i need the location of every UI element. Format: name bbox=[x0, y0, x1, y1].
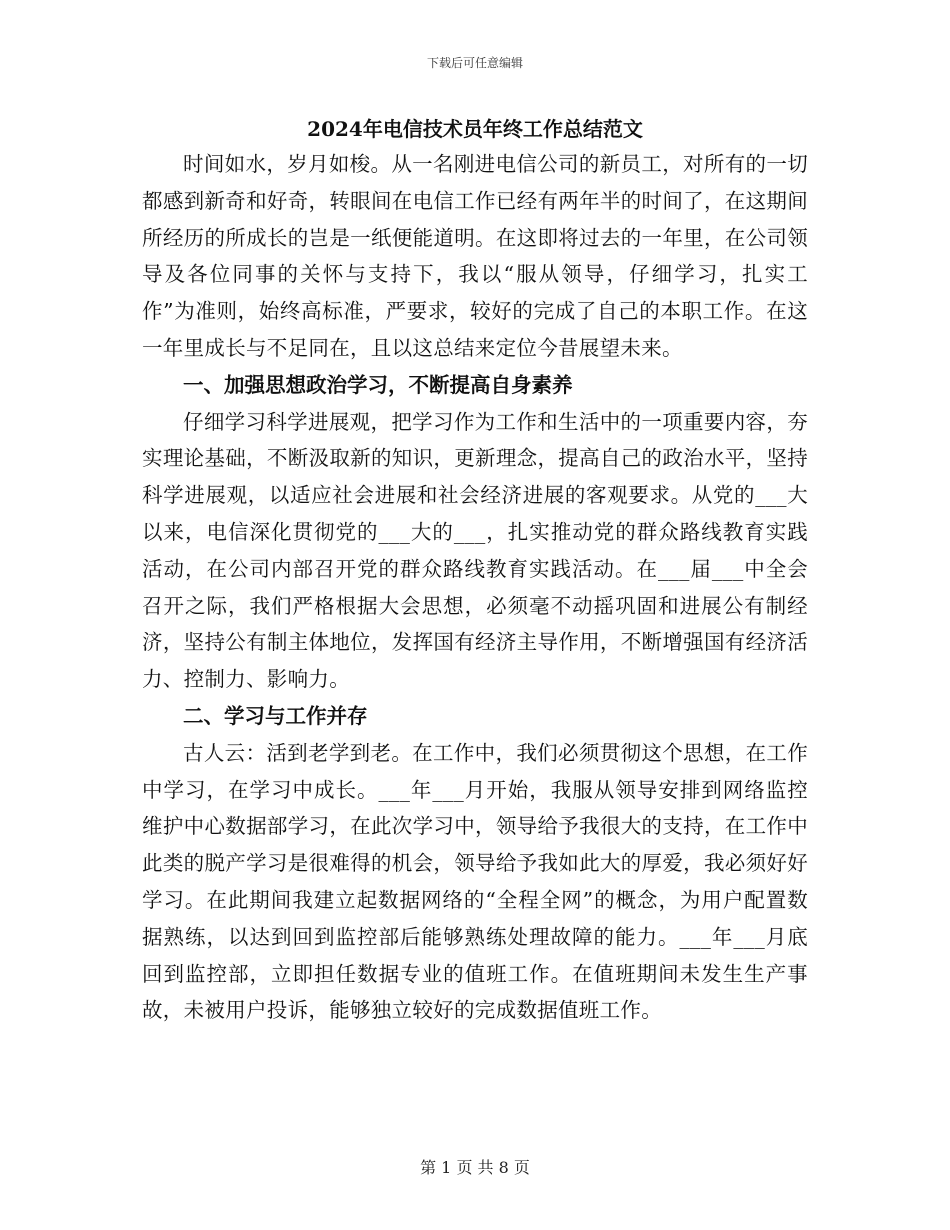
page-indicator: 第 1 页 共 8 页 bbox=[420, 1158, 530, 1177]
intro-paragraph: 时间如水，岁月如梭。从一名刚进电信公司的新员工，对所有的一切都感到新奇和好奇，转眼间在电信工作已经有两年半的时间了，在这期间所经历的所成长的岂是一纸便能道明。在这即将过去的一年里，在公司领导及各位同事的关怀与支持下，我以“服从领导，仔细学习，扎实工作”为准则，始终高标准，严要求，较好的完成了自己的本职工作。在这一年里成长与不足同在，且以这总结来定位今昔展望未来。 bbox=[142, 152, 808, 360]
section-2-paragraph: 古人云：活到老学到老。在工作中，我们必须贯彻这个思想，在工作中学习，在学习中成长。___年___月开始，我服从领导安排到网络监控维护中心数据部学习，在此次学习中，领导给予我很大的支持，在工作中此类的脱产学习是很难得的机会，领导给予我如此大的厚爱，我必须好好学习。在此期间我建立起数据网络的“全程全网”的概念，为用户配置数据熟练，以达到回到监控部后能够熟练处理故障的能力。___年___月底回到监控部，立即担任数据专业的值班工作。在值班期间未发生生产事故，未被用户投诉，能够独立较好的完成数据值班工作。 bbox=[142, 740, 808, 1023]
section-1-heading: 一、加强思想政治学习，不断提高自身素养 bbox=[183, 372, 573, 397]
section-2-heading: 二、学习与工作并存 bbox=[183, 703, 368, 728]
header-note: 下载后可任意编辑 bbox=[426, 56, 523, 70]
section-1-paragraph: 仔细学习科学进展观，把学习作为工作和生活中的一项重要内容，夯实理论基础，不断汲取新的知识，更新理念，提高自己的政治水平，坚持科学进展观，以适应社会进展和社会经济进展的客观要求。从党的___大以来，电信深化贯彻党的___大的___，扎实推动党的群众路线教育实践活动，在公司内部召开党的群众路线教育实践活动。在___届___中全会召开之际，我们严格根据大会思想，必须毫不动摇巩固和进展公有制经济，坚持公有制主体地位，发挥国有经济主导作用，不断增强国有经济活力、控制力、影响力。 bbox=[142, 409, 808, 692]
document-title: 2024年电信技术员年终工作总结范文 bbox=[307, 117, 643, 141]
document-body bbox=[142, 112, 808, 1029]
